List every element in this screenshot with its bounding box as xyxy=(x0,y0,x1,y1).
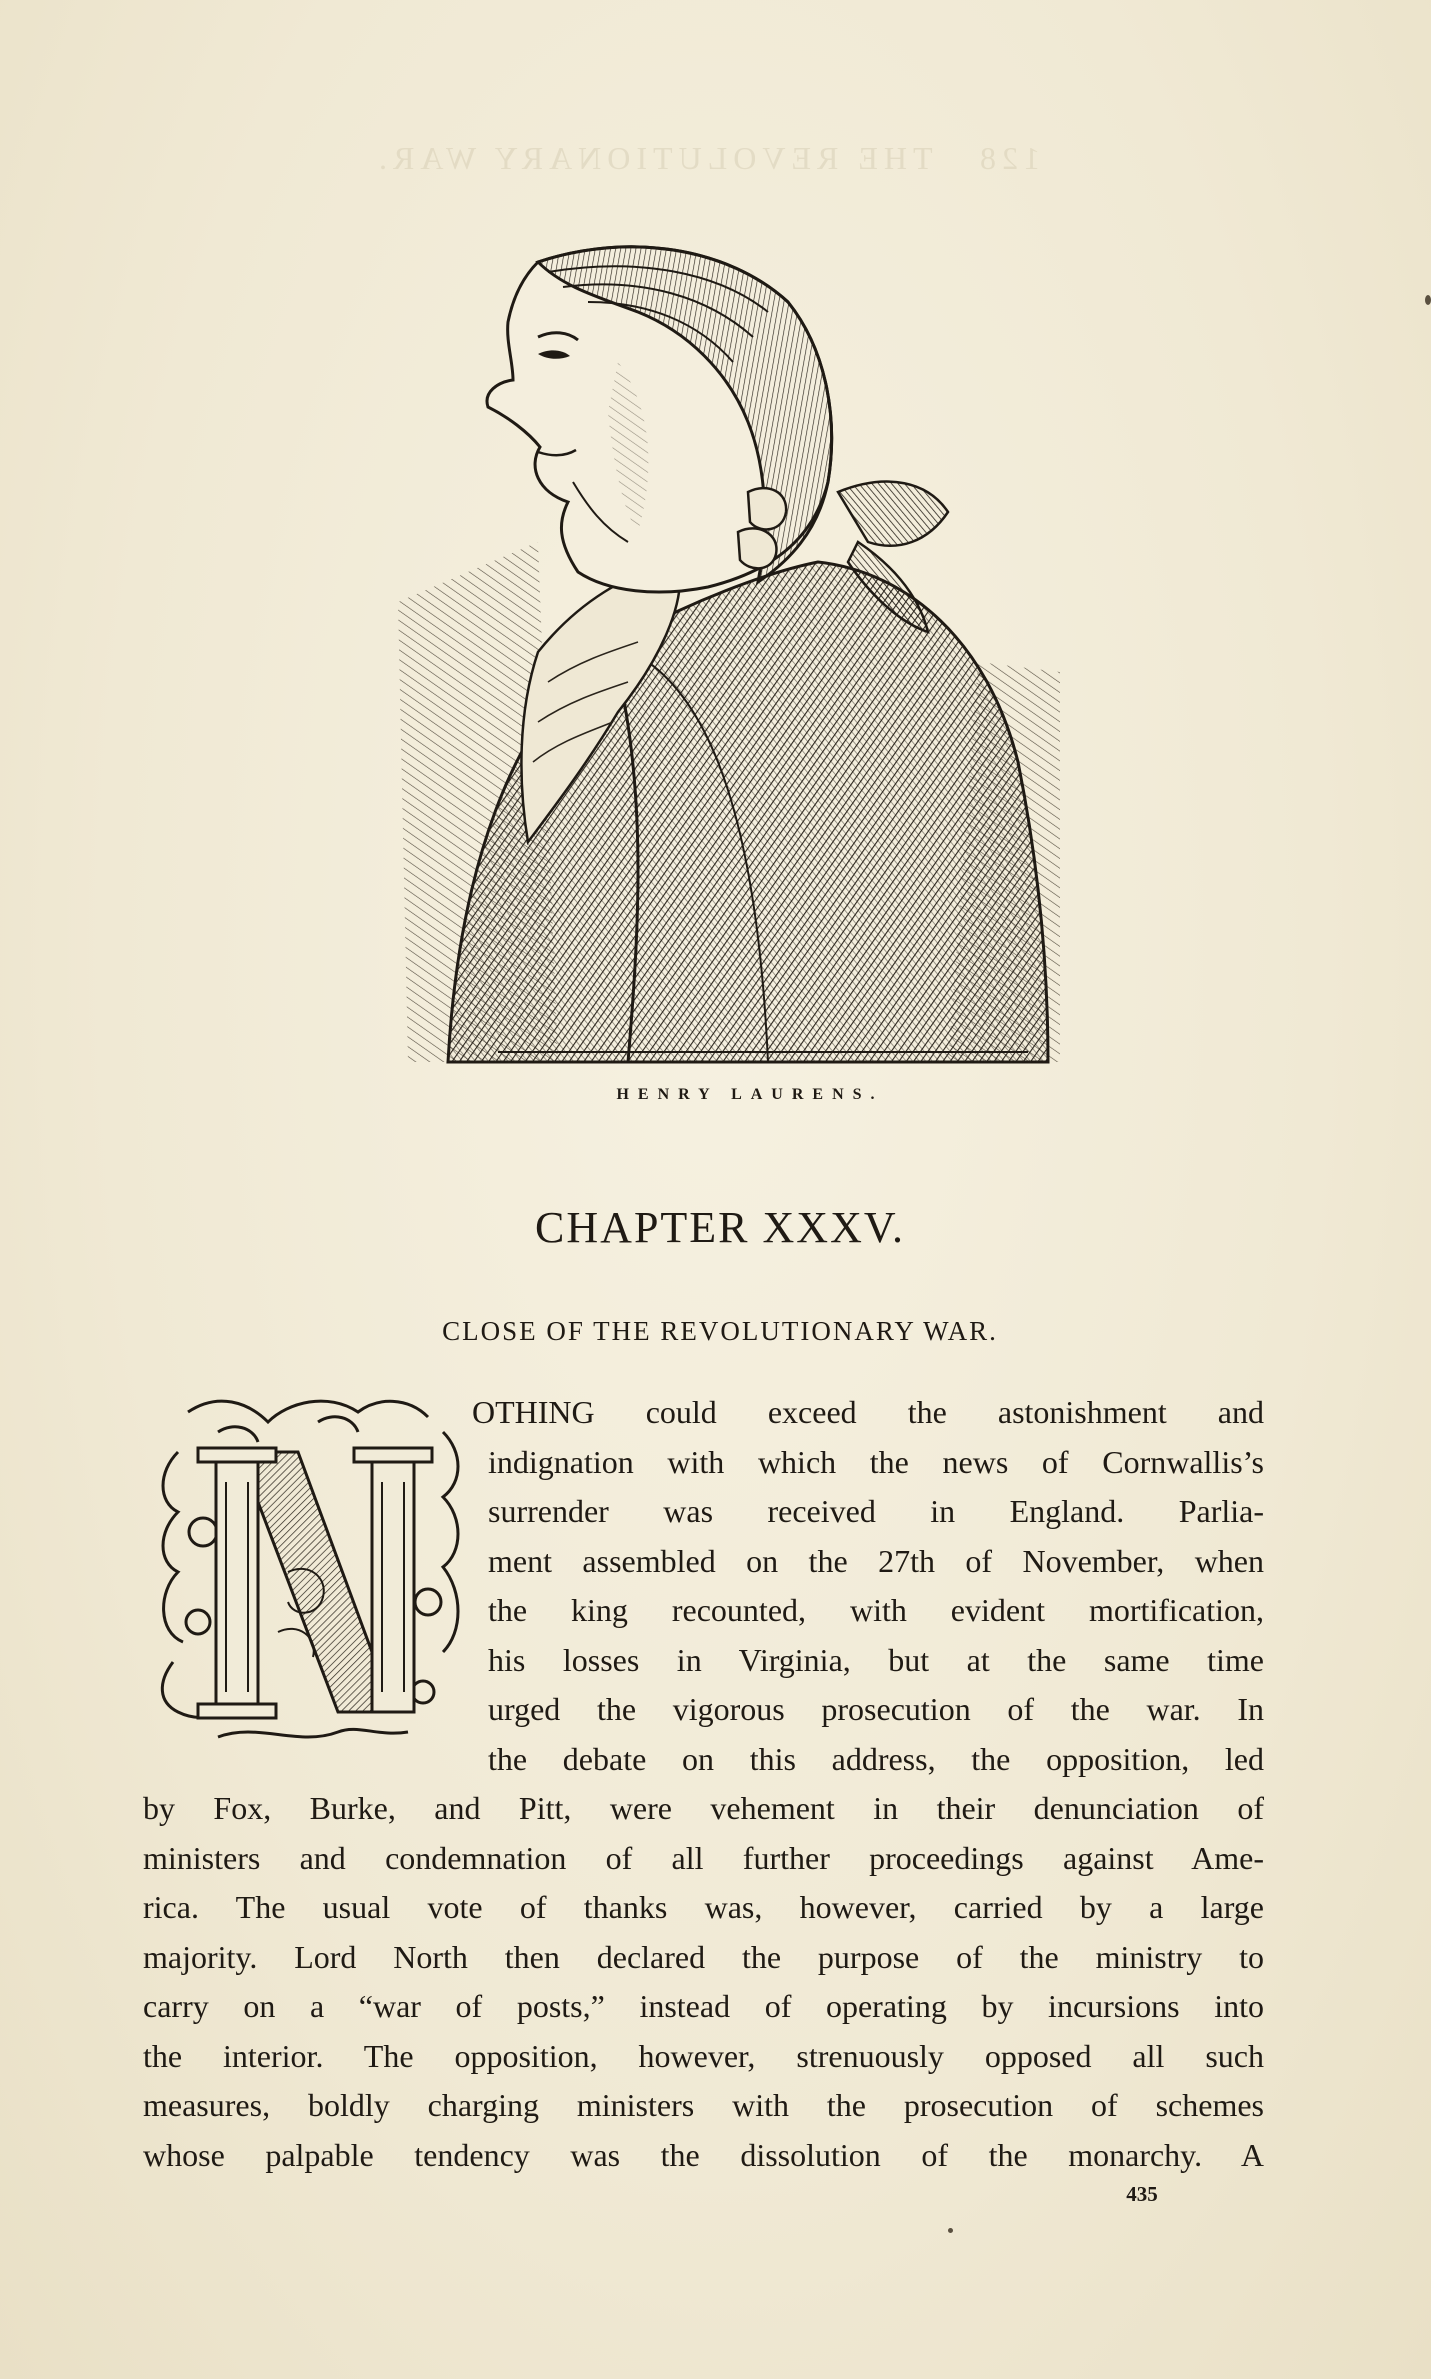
text-line-7: urged the vigorous prosecution of the war. In xyxy=(488,1691,1264,1727)
text-line-11: rica. The usual vote of thanks was, however, carried by a large xyxy=(143,1889,1264,1925)
edge-mark xyxy=(1425,295,1431,305)
portrait-caption: HENRY LAURENS. xyxy=(616,1086,884,1103)
print-speck xyxy=(948,2228,953,2233)
text-line-2: indignation with which the news of Cornwallis’s xyxy=(488,1444,1264,1480)
text-line-13: carry on a “war of posts,” instead of operating by incursions into xyxy=(143,1988,1264,2024)
text-line-9: by Fox, Burke, and Pitt, were vehement in their denunciation of xyxy=(143,1790,1264,1826)
text-line-4: ment assembled on the 27th of November, when xyxy=(488,1543,1264,1579)
chapter-title: CHAPTER XXXV. xyxy=(535,1203,905,1252)
page-number: 435 xyxy=(1126,2182,1158,2206)
text-line-5: the king recounted, with evident mortification, xyxy=(488,1592,1264,1628)
text-line-1: OTHING could exceed the astonishment and xyxy=(472,1394,1264,1430)
text-line-6: his losses in Virginia, but at the same time xyxy=(488,1642,1264,1678)
text-line-14: the interior. The opposition, however, strenuously opposed all such xyxy=(143,2038,1264,2074)
text-line-12: majority. Lord North then declared the purpose of the ministry to xyxy=(143,1939,1264,1975)
chapter-subtitle: CLOSE OF THE REVOLUTIONARY WAR. xyxy=(442,1316,998,1346)
text-line-15: measures, boldly charging ministers with the prosecution of schemes xyxy=(143,2087,1264,2123)
portrait-engraving xyxy=(388,242,1068,1072)
text-line-16: whose palpable tendency was the dissolution of the monarchy. A xyxy=(143,2137,1264,2173)
text-line-10: ministers and condemnation of all further proceedings against Ame- xyxy=(143,1840,1264,1876)
drop-cap-ornament xyxy=(158,1392,468,1762)
text-line-8: the debate on this address, the opposition, led xyxy=(488,1741,1264,1777)
show-through-text: 128 THE REVOLUTIONARY WAR. xyxy=(373,140,1040,176)
text-line-3: surrender was received in England. Parlia- xyxy=(488,1493,1264,1529)
